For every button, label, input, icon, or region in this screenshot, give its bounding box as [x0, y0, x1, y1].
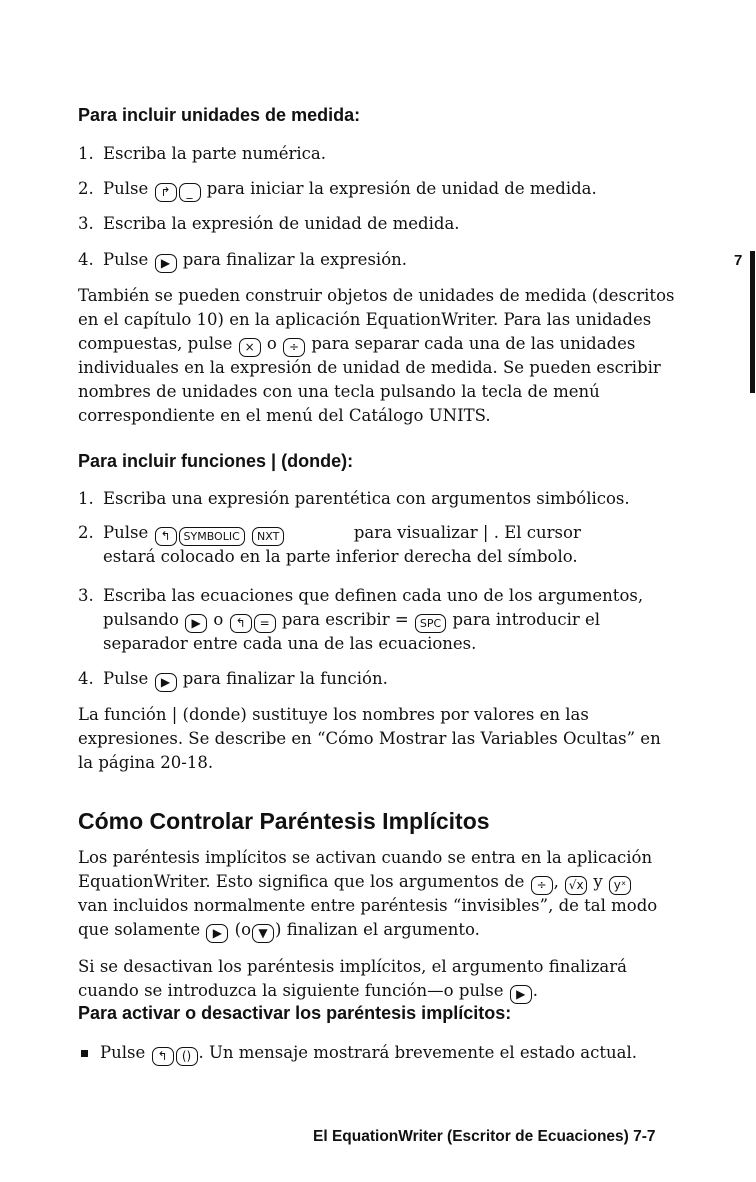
- implicit-paragraph-1: Los paréntesis implícitos se activan cuando se entra en la aplicación EquationWriter. Esto significa que los argumentos de ÷ , √x y yˣ van incluidos normalmente entre paréntesis “invisibles”, de tal modo que solamente ▶ (o ▼ ) finalizan el argumento.: [78, 846, 698, 942]
- units-paragraph: También se pueden construir objetos de unidades de medida (descritos en el capítulo 10) en la aplicación EquationWriter. Para las unidades compuestas, pulse × o ÷ para separar cada una de las unidades individuales en la expresión de unidad de medida. Se pueden escribir nombres de unidades con una tecla pulsando la tecla de menú correspondiente en el menú del Catálogo UNITS.: [78, 286, 675, 425]
- heading-units: Para incluir unidades de medida:: [78, 105, 361, 125]
- power-key-icon: yˣ: [609, 876, 631, 895]
- chapter-tab-bar: [750, 251, 755, 393]
- down-arrow-key-icon: ▼: [252, 924, 274, 943]
- heading-toggle-implicit: Para activar o desactivar los paréntesis implícitos:: [78, 1003, 512, 1023]
- right-arrow-key-icon: ▶: [510, 985, 532, 1004]
- braces-key-icon: (): [176, 1047, 198, 1066]
- spc-key: SPC: [415, 614, 446, 633]
- left-shift-key-icon: ↰: [152, 1047, 174, 1066]
- square-root-key-icon: √x: [565, 876, 587, 895]
- heading-where-function: Para incluir funciones | (donde):: [78, 451, 354, 471]
- bullet-icon: [81, 1050, 88, 1057]
- where-paragraph: La función | (donde) sustituye los nombres por valores en las expresiones. Se describe en “Cómo Mostrar las Variables Ocultas” en la página 20-18.: [78, 705, 661, 772]
- underscore-key-icon: _: [179, 183, 201, 202]
- left-shift-key-icon: ↰: [230, 614, 252, 633]
- right-arrow-key-icon: ▶: [206, 924, 228, 943]
- divide-key-icon: ÷: [283, 338, 305, 357]
- multiply-key-icon: ×: [239, 338, 261, 357]
- page-footer: El EquationWriter (Escritor de Ecuaciones) 7-7: [313, 1128, 656, 1145]
- chapter-tab-number: 7: [734, 252, 743, 269]
- right-arrow-key-icon: ▶: [155, 673, 177, 692]
- divide-key-icon: ÷: [531, 876, 553, 895]
- right-arrow-key-icon: ▶: [155, 254, 177, 273]
- symbolic-key: SYMBOLIC: [179, 527, 245, 546]
- heading-implicit-parentheses: Cómo Controlar Paréntesis Implícitos: [78, 808, 490, 834]
- nxt-key: NXT: [252, 527, 284, 546]
- left-shift-key-icon: ↰: [155, 527, 177, 546]
- right-shift-key-icon: ↱: [155, 183, 177, 202]
- manual-page: Para incluir unidades de medida: 1. Escriba la parte numérica. 2. Pulse ↱ _ para iniciar la expresión de unidad de medida. 3. Escriba la expresión de unidad de medida. 4. Pulse ▶ para finalizar la expresión. También se pueden construir objetos de unidades de medida (descritos en el capítulo 10) en la aplicación EquationWriter. Para las unidades compuestas, pulse × o ÷ para separar cada una de las unidades individuales en la expresión de unidad de medida. Se pueden escribir nombres de unidades con una tecla pulsando la tecla de menú correspondiente en el menú del Catálogo UNITS. 7 Para incluir funciones | (donde): 1. Escriba una expresión parentética con argumentos simbólicos. 2. Pulse ↰ SYMBOLIC NXT para visualizar | . El cursor estará colocado en la parte inferior derecha del símbolo. 3. Escriba las ecuaciones que definen cada uno de los argumentos, pulsando ▶ o ↰ = para escribir = SPC para introducir el separador entre cada una de las ecuaciones. 4. Pulse ▶ para finalizar la función. La función | (donde) sustituye los nombres por valores en las expresiones. Se describe en “Cómo Mostrar las Variables Ocultas” en la página 20-18. Cómo Controlar Paréntesis Implícitos Los paréntesis implícitos se activan cuando se entra en la aplicación EquationWriter. Esto significa que los argumentos de ÷ , √x y yˣ van incluidos normalmente entre paréntesis “invisibles”, de tal modo que solamente ▶ (o ▼ ) finalizan el argumento. Si se desactivan los paréntesis implícitos, el argumento finalizará cuando se introduzca la siguiente función—o pulse ▶ . Para activar o desactivar los paréntesis implícitos: Pulse ↰ () . Un mensaje mostrará brevemente el estado actual. El EquationWriter (Escritor de Ecuaciones) 7-7: [0, 0, 756, 1182]
- implicit-paragraph-2: Si se desactivan los paréntesis implícitos, el argumento finalizará cuando se introduzca la siguiente función—o pulse ▶ .: [78, 955, 698, 1003]
- equals-key-icon: =: [254, 614, 276, 633]
- right-arrow-key-icon: ▶: [185, 614, 207, 633]
- bullet-item: Pulse ↰ () . Un mensaje mostrará brevemente el estado actual.: [100, 1041, 637, 1066]
